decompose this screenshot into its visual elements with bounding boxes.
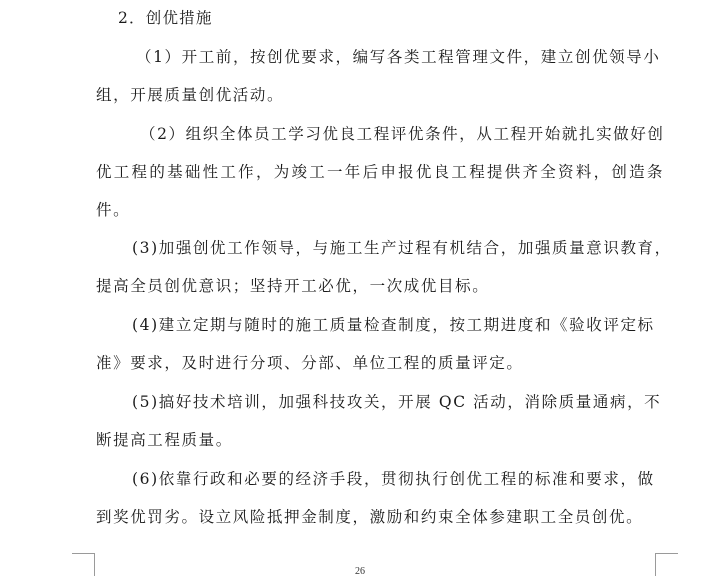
paragraph-5-rest: 断提高工程质量。: [96, 431, 233, 449]
paragraph-3-first-line: (3)加强创优工作领导，与施工生产过程有机结合，加强质量意识教育，: [132, 239, 672, 257]
paragraph-4-first-line: (4)建立定期与随时的施工质量检查制度，按工期进度和《验收评定标: [132, 316, 655, 334]
paragraph-1: [96, 38, 664, 114]
paragraph-6: [96, 460, 664, 536]
paragraph-2: [96, 115, 664, 229]
paragraph-5: [96, 383, 664, 459]
paragraph-4-rest: 准》要求，及时进行分项、分部、单位工程的质量评定。: [96, 354, 524, 372]
paragraph-1-first-line: （1）开工前，按创优要求，编写各类工程管理文件，建立创优领导小: [136, 48, 661, 66]
paragraph-2-rest: 优工程的基础性工作，为竣工一年后申报优良工程提供齐全资料，创造条件。: [96, 163, 664, 219]
paragraph-2-first-line: （2）组织全体员工学习优良工程评优条件，从工程开始就扎实做好创: [140, 125, 665, 143]
paragraph-5-first-line: (5)搞好技术培训，加强科技攻关，开展 QC 活动，消除质量通病，不: [132, 393, 662, 411]
page-number: 26: [355, 566, 365, 577]
paragraph-1-rest: 组，开展质量创优活动。: [96, 86, 285, 104]
paragraph-6-rest: 到奖优罚劣。设立风险抵押金制度，激励和约束全体参建职工全员创优。: [96, 508, 644, 526]
paragraph-6-first-line: (6)依靠行政和必要的经济手段，贯彻执行创优工程的标准和要求，做: [132, 470, 655, 488]
paragraph-3-rest: 提高全员创优意识；坚持开工必优，一次成优目标。: [96, 277, 490, 295]
paragraph-4: [96, 306, 664, 382]
paragraph-3: [96, 229, 672, 305]
section-heading: 2．创优措施: [118, 9, 213, 27]
